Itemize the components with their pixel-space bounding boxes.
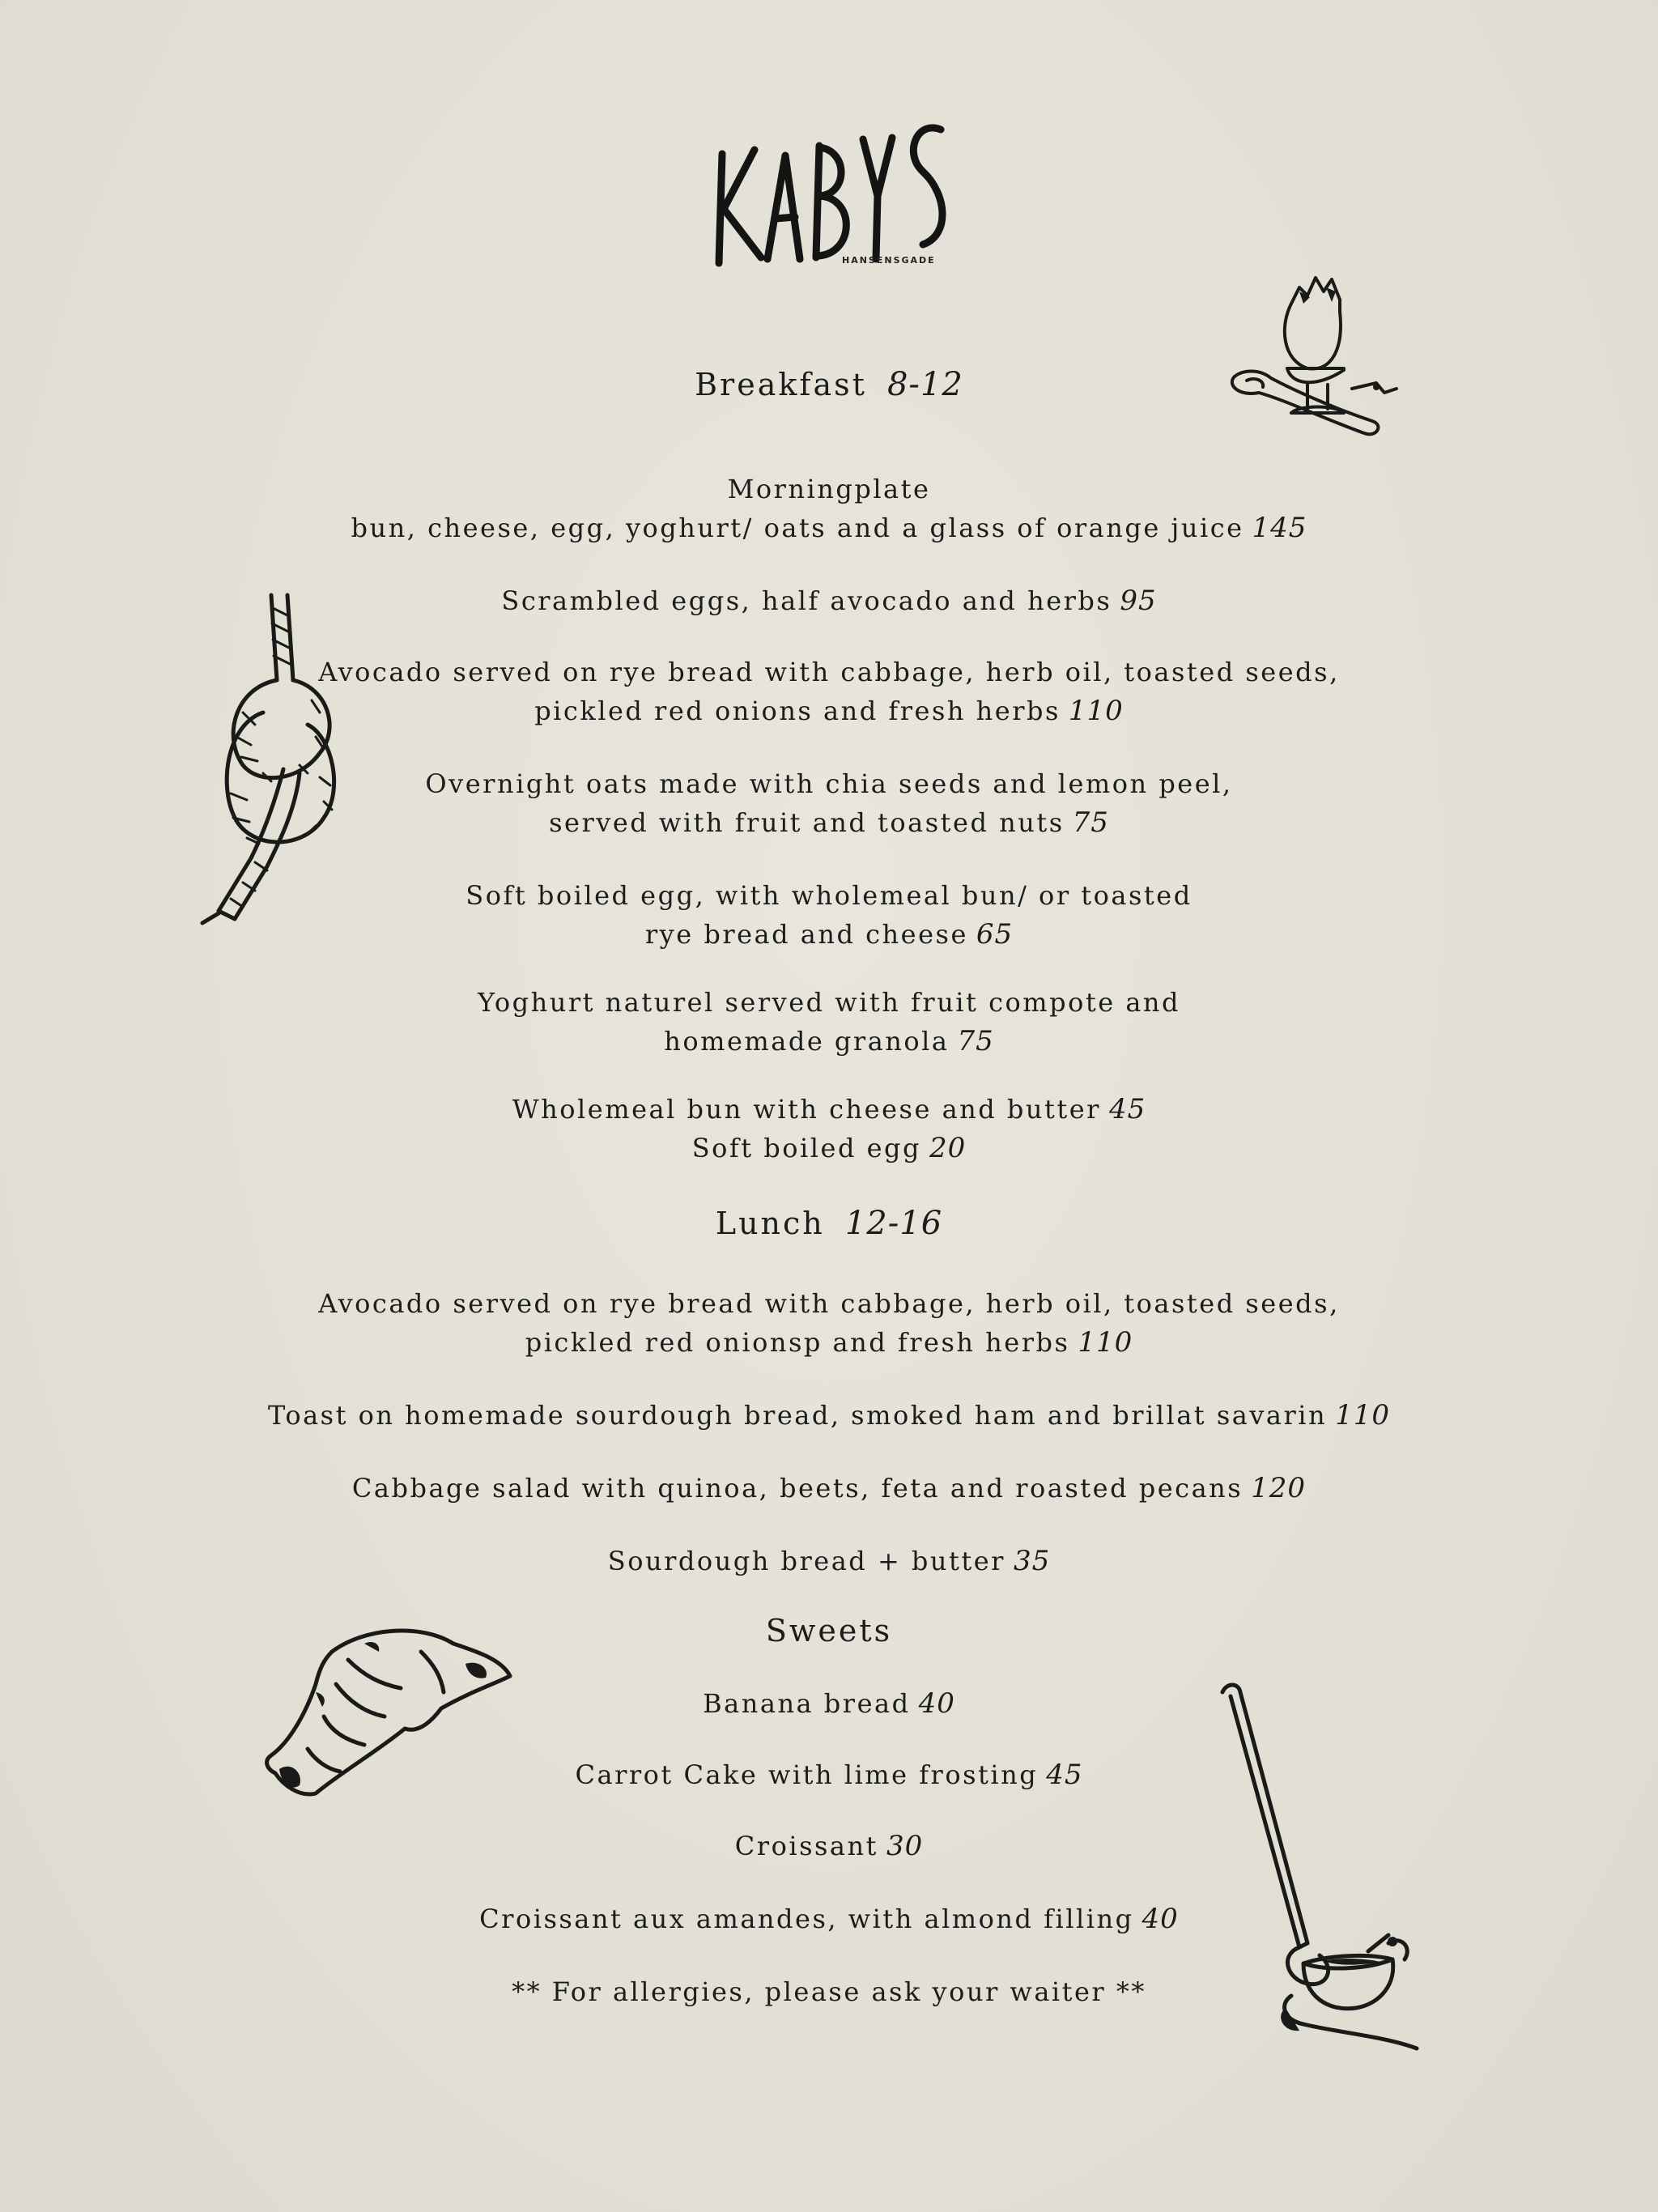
menu-item <box>0 653 1658 730</box>
menu-item <box>0 1469 1658 1508</box>
kabys-logo-icon <box>704 105 963 275</box>
lunch-title: Lunch <box>715 1206 825 1241</box>
item-price: 45 <box>1046 1759 1083 1791</box>
item-name: Morningplate <box>727 474 931 504</box>
item-price: 65 <box>976 918 1014 951</box>
item-name: Avocado served on rye bread with cabbage, herb oil, toasted seeds, <box>318 1288 1340 1319</box>
item-description: homemade granola <box>664 1026 950 1057</box>
item-price: 40 <box>1141 1903 1179 1935</box>
kabys-logo <box>704 105 963 275</box>
item-name: Toast on homemade sourdough bread, smoked ham and brillat savarin <box>267 1400 1328 1431</box>
item-description: bun, cheese, egg, yoghurt/ oats and a glass of orange juice <box>351 513 1244 543</box>
item-description: rye bread and cheese <box>644 919 968 950</box>
item-name: Soft boiled egg <box>691 1133 921 1163</box>
menu-item <box>0 764 1658 842</box>
menu-item <box>0 1396 1658 1435</box>
menu-item <box>0 581 1658 620</box>
item-name: Scrambled eggs, half avocado and herbs <box>501 585 1112 616</box>
menu-item <box>0 1755 1658 1794</box>
menu-item <box>0 1542 1658 1580</box>
item-price: 95 <box>1120 585 1157 617</box>
lunch-hours: 12-16 <box>844 1205 943 1242</box>
item-price: 120 <box>1251 1472 1307 1504</box>
item-name: Avocado served on rye bread with cabbage, herb oil, toasted seeds, <box>318 657 1340 687</box>
item-name: Carrot Cake with lime frosting <box>575 1759 1039 1790</box>
item-name: Overnight oats made with chia seeds and lemon peel, <box>425 768 1233 799</box>
item-price: 45 <box>1108 1093 1146 1125</box>
item-price: 30 <box>886 1830 924 1862</box>
item-price: 40 <box>918 1687 955 1720</box>
menu-item <box>0 1899 1658 1938</box>
logo-subtitle: HANSENSGADE <box>842 255 936 266</box>
menu-item <box>0 983 1658 1061</box>
breakfast-title: Breakfast <box>695 367 867 402</box>
item-price: 75 <box>957 1025 994 1057</box>
item-description: pickled red onionsp and fresh herbs <box>525 1327 1070 1358</box>
item-price: 110 <box>1335 1399 1391 1431</box>
egg-cup-icon <box>1222 255 1433 457</box>
breakfast-heading <box>0 366 1658 403</box>
item-price: 75 <box>1072 806 1109 839</box>
sweets-heading <box>0 1613 1658 1648</box>
item-name: Wholemeal bun with cheese and butter <box>512 1094 1101 1125</box>
ladle-bowl-icon <box>1206 1676 1441 2081</box>
item-description: pickled red onions and fresh herbs <box>534 696 1061 726</box>
menu-item <box>0 1090 1658 1168</box>
item-name: Sourdough bread + butter <box>607 1546 1005 1576</box>
menu-item <box>0 1827 1658 1865</box>
item-description: served with fruit and toasted nuts <box>549 807 1065 838</box>
allergy-note: ** For allergies, please ask your waiter ** <box>512 1976 1146 2007</box>
item-price: 35 <box>1013 1545 1051 1577</box>
item-price: 110 <box>1078 1326 1133 1359</box>
item-price: 20 <box>929 1132 967 1164</box>
menu-item <box>0 470 1658 547</box>
item-price: 110 <box>1068 695 1124 727</box>
item-name: Soft boiled egg, with wholemeal bun/ or toasted <box>466 880 1192 911</box>
item-name: Croissant <box>734 1831 878 1861</box>
item-name: Banana bread <box>703 1688 911 1719</box>
item-name: Cabbage salad with quinoa, beets, feta and roasted pecans <box>351 1473 1244 1504</box>
menu-item <box>0 1284 1658 1362</box>
item-name: Yoghurt naturel served with fruit compote and <box>478 987 1180 1018</box>
lunch-heading <box>0 1205 1658 1242</box>
item-name: Croissant aux amandes, with almond filling <box>479 1904 1134 1934</box>
breakfast-hours: 8-12 <box>886 366 963 403</box>
menu-item <box>0 876 1658 954</box>
menu-item <box>0 1684 1658 1723</box>
sweets-title: Sweets <box>765 1613 893 1648</box>
item-price: 145 <box>1252 512 1307 544</box>
